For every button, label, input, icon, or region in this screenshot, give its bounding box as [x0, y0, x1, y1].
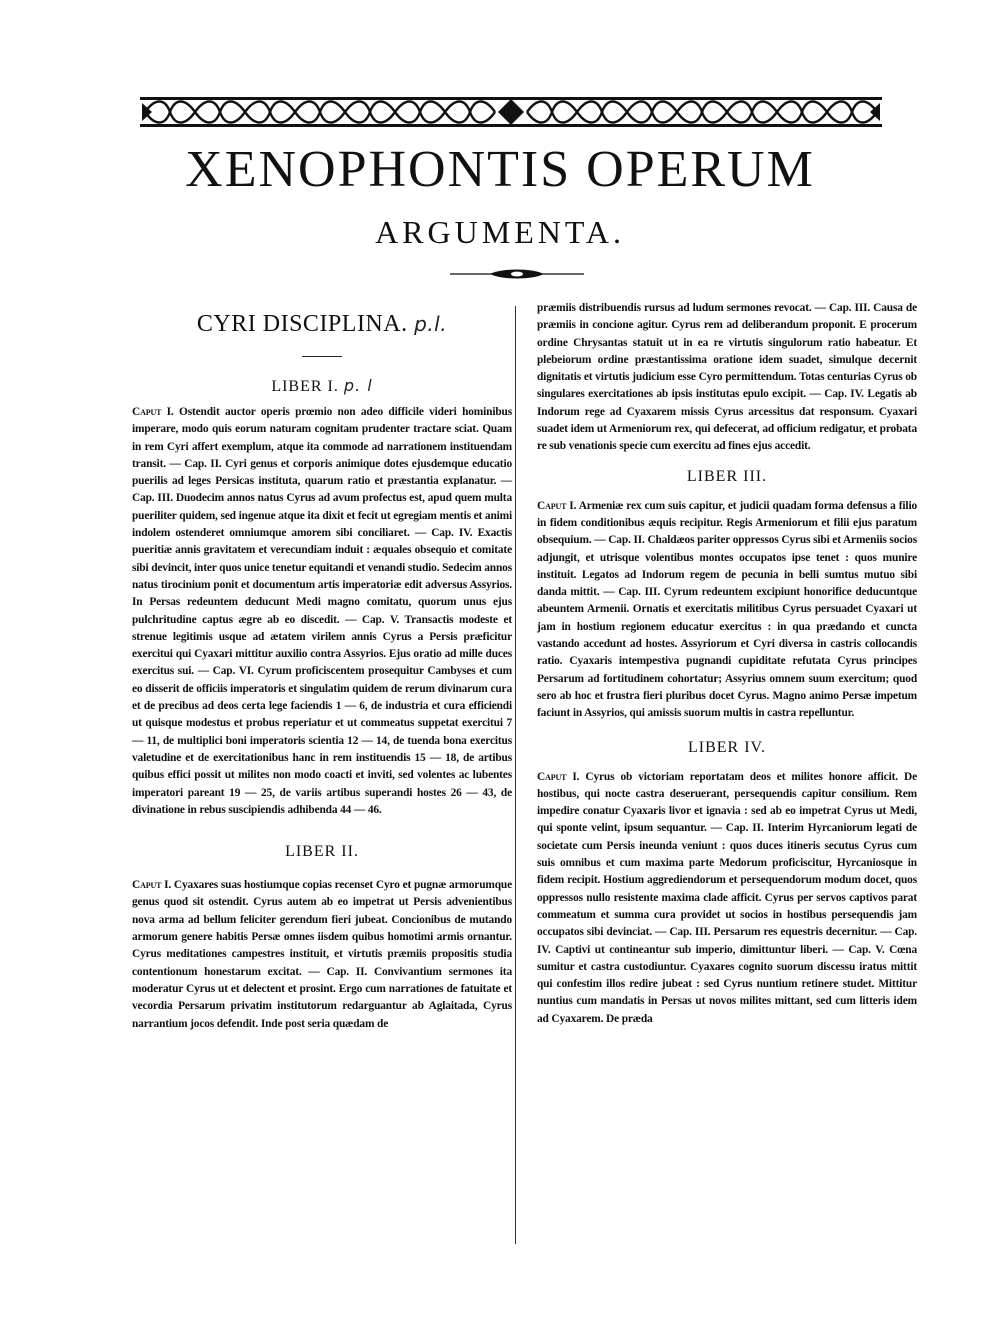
handwritten-annotation: p. l [343, 376, 373, 395]
paragraph-text: Ostendit auctor operis prœmio non adeo difficile videri hominibus imperare, modo quis eorum naturam cognitam prudenter tractare sciat. Quam in rem Cyri affert exemplum, atque ita commode ad narrationem instituendam transit. — Cap. II. Cyri genus et corporis animique dotes ejusdemque educatio puerilis ad leges Persicas instituta, quarum ratio et præstantia explanatur. — Cap. III. Duodecim annos natus Cyrus ad avum profectus est, apud quem multa pueriliter quidem, sed ingenue atque ita dixit et fecit ut egregiam mentis et animi indolem ostenderet omniumque amorem sibi conciliaret. — Cap. IV. Exactis pueritiæ annis gravitatem et verecundiam induit : æquales obsequio et comitate sibi devincit, inter quos unice tenetur equitandi et venandi studio. Sedecim annos natus tirocinium ponit et documentum artis imperatoriæ edit adversus Assyrios. In Persas redeuntem deducunt Medi magno comitatu, quorum unus ejus pulchritudine captus ægre ab eo discedit. — Cap. V. Transactis modeste et strenue legitimis usque ad ætatem virilem annis Cyrus a Persis præficitur exercitui qui Cyaxari mittitur auxilio contra Assyrios. Ejus oratio ad mille duces exercitus sui. — Cap. VI. Cyrum proficiscentem prosequitur Cambyses et cum eo disserit de officiis imperatoris et singulatim quidem de rerum divinarum cura et de precibus ad deos certa lege faciendis 1 — 6, de industria et cura efficiendi ut quisque modestus et probus reperiatur et ut commeatus suppetat exercitui 7 — 11, de multiplici boni imperatoris scientia 12 — 14, de tuenda bona exercitus valetudine et de exercitationibus hanc in rem instituendis 15 — 18, de artibus quibus effici possit ut milites non modo coacti et inviti, sed volentes ac lubentes imperatori pareant 19 — 25, de variis artibus superandi hostes 26 — 43, de divinatione in rebus suscipiendis adhibenda 44 — 46. [132, 406, 513, 816]
liber-heading: LIBER III. [686, 467, 768, 485]
section-title-text: CYRI DISCIPLINA. [196, 311, 408, 337]
title-flourish [450, 267, 584, 281]
section-title [132, 308, 512, 340]
page-title: XENOPHONTIS OPERUM [185, 141, 815, 198]
section-rule [302, 356, 342, 357]
column-divider [515, 306, 516, 1244]
caput-label: Caput I. [537, 499, 577, 512]
argument-paragraph [537, 498, 917, 723]
caput-label: Caput I. [132, 406, 174, 418]
argument-paragraph: præmiis distribuendis rursus ad ludum sermones revocat. — Cap. III. Causa de præmiis in concione agitur. Cyrus rem ad deliberandum proponit. E procerum ordine Chrysantas statuit ut in ea re virtutis singulorum ratio habeatur. Et plebeiorum ordine præstantissima oratione idem suadet, simulque decernit dignitatis et virtutis judicium esse Cyro permittendum. Totas centurias Cyrus ob singulares exercitationes ab ipsis institutas epulo excipit. — Cap. IV. Legatis ab Indorum rege ad Cyaxarem missis Cyrus arcessitus dat responsum. Cyaxari suadet idem ut Armeniorum rex, qui defecerat, ad officium redigatur, et probata re sub venationis specie cum exercitu ad fines ejus accedit. [537, 302, 917, 453]
ornamental-border [140, 95, 882, 129]
argument-paragraph [132, 877, 512, 1033]
caput-label: Caput I. [132, 879, 172, 892]
argument-paragraph [537, 769, 917, 1028]
argument-paragraph [132, 404, 512, 819]
liber-heading: LIBER IV. [687, 738, 767, 756]
paragraph-text: Cyaxares suas hostiumque copias recenset Cyro et pugnæ armorumque genus quod sit ostendit. Cyrus autem ab eo impetrat ut Persis advenientibus nova arma ad bellum feliciter gerendum fieri jubeat. Concionibus de mutando armorum genere habitis Persæ omnes iisdem quibus homotimi armis ornantur. Cyrus meditationes campestres instituit, et virtutis præmiis propositis studia contentionum honestarum excitat. — Cap. II. Convivantium sermones ita moderatur Cyrus ut et delectent et prosint. Ergo cum narrationes de fatuitate et vecordia Persarum privatim institutorum redarguantur ab Aglaitada, Cyrus narrantium jocos defendit. Inde post seria quædam de [132, 879, 513, 1030]
paragraph-text: Cyrus ob victoriam reportatam deos et milites honore afficit. De hostibus, qui nocte castra deseruerant, persequendis capitur consilium. Rem impedire conatur Cyaxaris livor et ignavia : sed ab eo impetrat Cyrus ut Medi, qui sponte velint, ipsum sequantur. — Cap. II. Interim Hyrcaniorum legati de societate cum Persis ineunda veniunt : quos duces itineris secutus Cyrus cum suis omnibus et cum maxima parte Medorum proficiscitur, Hyrcaniosque in fidem recipit. Hostium aggrediendorum et persequendorum modum docet, quos oppressos nullo resistente maxima clade afficit. Cyrus per servos captivos parat commeatum et summa cura providet ut socios in hostibus persequendis jam occupatos sibi devinciat. — Cap. III. Persarum res equestris decernitur. — Cap. IV. Captivi ut contineantur sub imperio, dimittuntur liberi. — Cap. V. Cœna sumitur et castra custodiuntur. Cyaxares cognito suorum discessu iratus mittit qui confestim illos redire jubeat : sed Cyrus nuntium retinere studet. Mittitur nuntius cum mandatis in Persas ut novos milites mittant, sed cum litteris idem ad Cyaxarem. De præda [537, 770, 917, 1025]
right-column [537, 300, 917, 1028]
left-column [132, 300, 512, 1033]
liber-heading [132, 375, 512, 398]
caput-label: Caput I. [537, 770, 580, 783]
liber-heading: LIBER II. [285, 843, 359, 861]
page-subtitle: ARGUMENTA. [375, 214, 625, 250]
handwritten-annotation: p.l. [414, 312, 448, 336]
paragraph-text: Armeniæ rex cum suis capitur, et judicii quadam forma defensus a filio in fidem conditionibus æquis recipitur. Regis Armeniorum et filii ejus paratum obsequium. — Cap. II. Chaldæos pariter oppressos Cyrus sibi et Armeniis socios adjungit, et utrisque volentibus montes occupatos ipse tenet : quos munire instituit. Legatos ad Indorum regem de pecunia in belli sumtus mutuo sibi danda mittit. — Cap. III. Cyrum redeuntem excipiunt honorifice deducuntque abeuntem Armenii. Ornatis et exercitatis militibus Cyrus persuadet Cyaxari ut jam in hostium regionem educatur exercitus : in qua prædando et cuncta vastando accedunt ad hostes. Assyriorum et Cyri diversa in castris collocandis ratio. Cyaxaris intempestiva pugnandi cupiditate refutata Cyrus principes Persarum ad fortitudinem cohortatur; Assyrius omnem suum exercitum; quod sero ab hoc et frustra fieri pluribus docet Cyrus. Magno animo Persæ impetum faciunt in Assyrios, qui amissis suorum multis in castra repelluntur. [537, 499, 918, 720]
liber-heading-text: LIBER I. [271, 378, 339, 395]
